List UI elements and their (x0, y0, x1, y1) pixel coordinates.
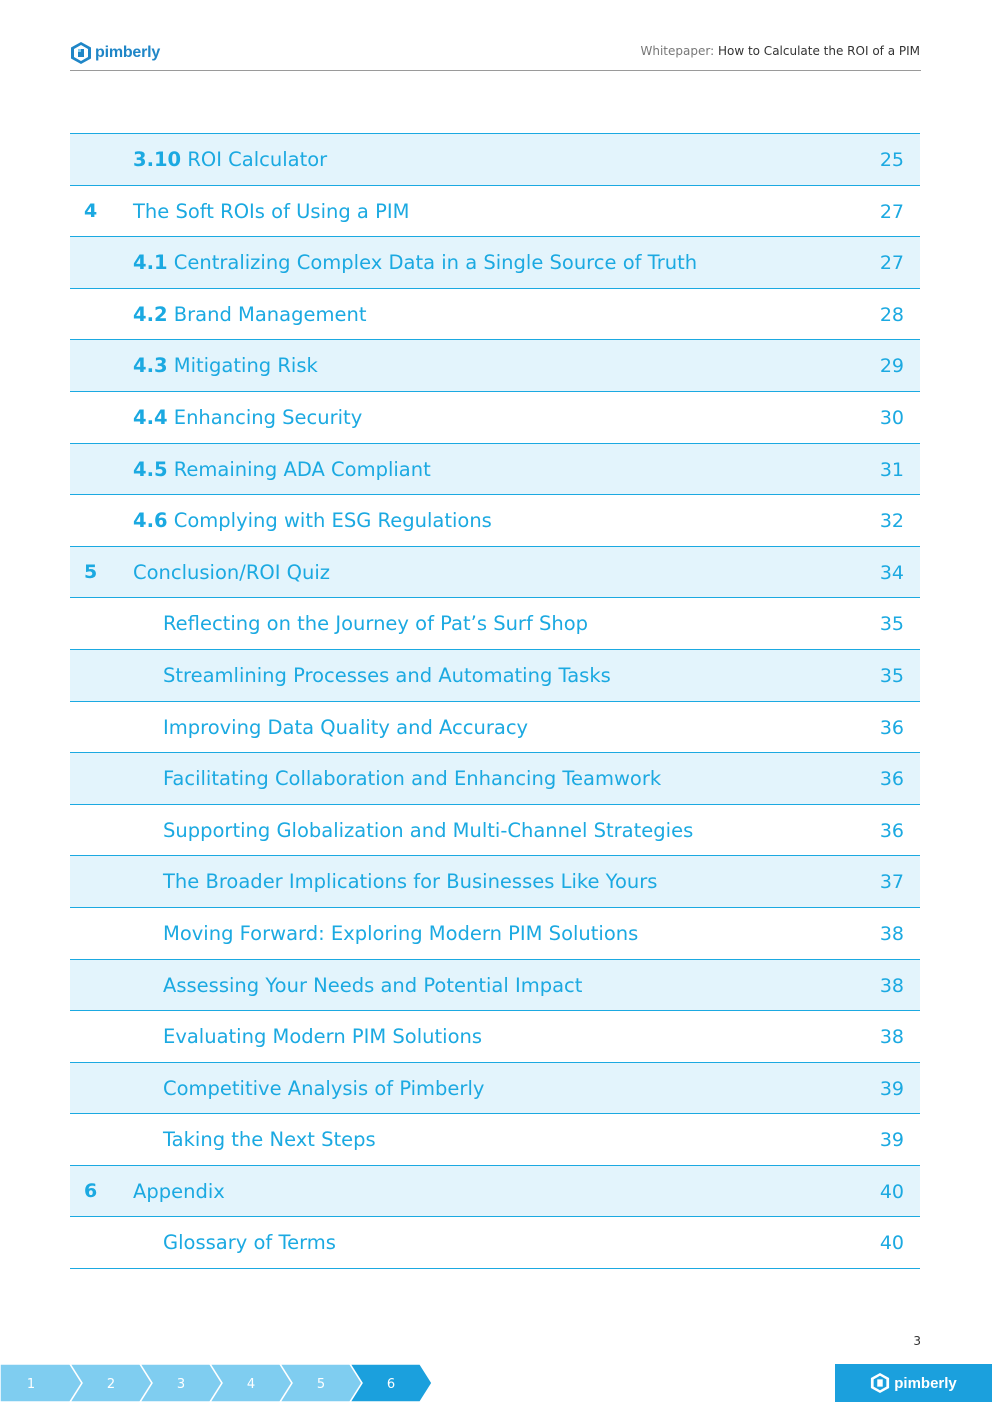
chapter-tab[interactable] (70, 1364, 152, 1402)
toc-section-number: 4.6 (133, 509, 168, 533)
footer-logo[interactable] (835, 1364, 992, 1402)
toc-section-number: 4.4 (133, 405, 168, 429)
toc-page-number: 38 (879, 1026, 904, 1049)
footer-logo-text: pimberly (894, 1374, 957, 1392)
document-title-prefix: Whitepaper: (640, 44, 715, 58)
chapter-navigation (0, 1364, 440, 1402)
toc-page-number: 39 (879, 1129, 904, 1152)
toc-section-title: Brand Management (173, 302, 367, 326)
toc-entry-title: Moving Forward: Exploring Modern PIM Solutions (163, 921, 639, 945)
toc-entry[interactable] (70, 650, 920, 702)
toc-page-number: 28 (879, 303, 904, 326)
toc-entry-title: Glossary of Terms (163, 1231, 336, 1255)
toc-entry-title: Improving Data Quality and Accuracy (163, 715, 529, 739)
toc-entry[interactable] (70, 702, 920, 754)
chapter-tab-label: 5 (316, 1377, 326, 1392)
toc-entry-title (133, 495, 492, 546)
toc-entry[interactable] (70, 444, 920, 496)
table-of-contents (70, 133, 920, 1269)
toc-chapter-number: 4 (84, 199, 98, 222)
toc-page-number: 30 (879, 406, 904, 429)
page-number: 3 (913, 1334, 921, 1348)
toc-page-number: 38 (879, 974, 904, 997)
document-title (640, 44, 920, 58)
chapter-tab[interactable] (350, 1364, 432, 1402)
toc-entry-title (133, 340, 318, 391)
toc-page-number: 34 (879, 561, 904, 584)
chapter-tab[interactable] (0, 1364, 82, 1402)
header-divider (70, 70, 921, 71)
toc-page-number: 36 (879, 716, 904, 739)
toc-entry[interactable] (70, 547, 920, 599)
toc-section-number: 4.1 (133, 251, 168, 275)
toc-page-number: 38 (879, 922, 904, 945)
toc-entry-title (133, 289, 366, 340)
toc-entry-title: Appendix (133, 1179, 225, 1203)
toc-page-number: 31 (879, 458, 904, 481)
toc-chapter-number: 5 (84, 560, 98, 583)
toc-section-number: 4.3 (133, 354, 168, 378)
toc-section-number: 3.10 (133, 148, 182, 171)
toc-entry-title (133, 237, 697, 288)
toc-page-number: 27 (879, 200, 904, 223)
toc-page-number: 35 (879, 664, 904, 687)
toc-page-number: 39 (879, 1077, 904, 1100)
toc-page-number: 40 (879, 1232, 904, 1255)
toc-section-number: 4.5 (133, 457, 168, 481)
toc-entry-title: The Broader Implications for Businesses Like Yours (163, 870, 658, 894)
toc-page-number: 36 (879, 819, 904, 842)
toc-entry-title: Reflecting on the Journey of Pat’s Surf Shop (163, 612, 589, 636)
pimberly-cube-icon (70, 41, 92, 65)
toc-entry-title: Assessing Your Needs and Potential Impact (163, 973, 583, 997)
chapter-tab-label: 6 (386, 1377, 396, 1392)
toc-page-number: 27 (879, 252, 904, 275)
chapter-tab[interactable] (280, 1364, 362, 1402)
toc-entry[interactable] (70, 237, 920, 289)
toc-entry[interactable] (70, 392, 920, 444)
toc-entry-title: The Soft ROIs of Using a PIM (133, 199, 410, 223)
toc-page-number: 36 (879, 768, 904, 791)
logo-text: pimberly (95, 44, 161, 61)
toc-entry[interactable] (70, 753, 920, 805)
toc-section-title: Centralizing Complex Data in a Single Source of Truth (173, 251, 698, 275)
toc-page-number: 40 (879, 1180, 904, 1203)
toc-entry[interactable] (70, 805, 920, 857)
toc-page-number: 25 (879, 149, 904, 171)
chapter-tab[interactable] (140, 1364, 222, 1402)
toc-entry[interactable] (70, 186, 920, 238)
toc-chapter-number: 6 (84, 1179, 98, 1202)
toc-page-number: 32 (879, 510, 904, 533)
toc-page-number: 35 (879, 613, 904, 636)
toc-section-title: Complying with ESG Regulations (173, 509, 492, 533)
toc-entry-title: Competitive Analysis of Pimberly (163, 1076, 485, 1100)
toc-entry-title (133, 134, 327, 185)
toc-entry[interactable] (70, 1114, 920, 1166)
toc-entry-title: Facilitating Collaboration and Enhancing Teamwork (163, 767, 662, 791)
toc-section-title: Remaining ADA Compliant (173, 457, 431, 481)
toc-entry-title: Conclusion/ROI Quiz (133, 560, 331, 584)
chapter-tab-label: 1 (26, 1377, 36, 1392)
toc-entry[interactable] (70, 340, 920, 392)
toc-entry[interactable] (70, 134, 920, 186)
toc-section-number: 4.2 (133, 302, 168, 326)
toc-page-number: 29 (879, 355, 904, 378)
toc-entry[interactable] (70, 1217, 920, 1269)
chapter-tab-label: 4 (246, 1377, 256, 1392)
toc-section-title: Mitigating Risk (173, 354, 318, 378)
toc-entry[interactable] (70, 289, 920, 341)
toc-entry-title (133, 444, 431, 495)
pimberly-logo[interactable] (70, 40, 160, 66)
toc-entry-title: Supporting Globalization and Multi-Channel Strategies (163, 818, 694, 842)
toc-entry[interactable] (70, 598, 920, 650)
toc-entry[interactable] (70, 960, 920, 1012)
toc-entry-title: Streamlining Processes and Automating Tasks (163, 663, 611, 687)
chapter-tab-label: 3 (176, 1377, 186, 1392)
pimberly-cube-icon (870, 1372, 890, 1394)
toc-entry[interactable] (70, 1011, 920, 1063)
toc-entry[interactable] (70, 495, 920, 547)
toc-section-title: ROI Calculator (187, 148, 328, 171)
toc-page-number: 37 (879, 871, 904, 894)
toc-entry[interactable] (70, 1166, 920, 1218)
toc-entry[interactable] (70, 908, 920, 960)
toc-entry[interactable] (70, 1063, 920, 1115)
chapter-tab[interactable] (210, 1364, 292, 1402)
document-title-text: How to Calculate the ROI of a PIM (717, 44, 920, 58)
toc-entry-title: Taking the Next Steps (163, 1128, 376, 1152)
toc-entry[interactable] (70, 856, 920, 908)
chapter-tab-label: 2 (106, 1377, 116, 1392)
toc-entry-title (133, 392, 362, 443)
toc-section-title: Enhancing Security (173, 405, 363, 429)
toc-entry-title: Evaluating Modern PIM Solutions (163, 1025, 483, 1049)
